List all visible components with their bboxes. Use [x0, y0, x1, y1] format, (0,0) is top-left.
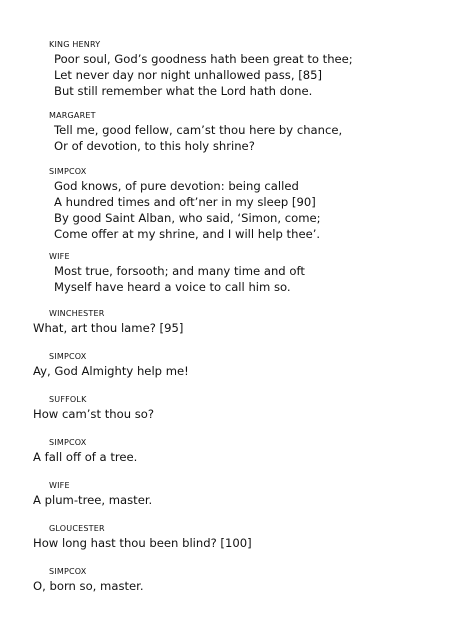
speaker-name: GLOUCESTER: [49, 524, 105, 533]
verse-line: Let never day nor night unhallowed pass, [85]: [54, 68, 323, 82]
speaker-name: MARGARET: [49, 111, 96, 120]
verse-line: Myself have heard a voice to call him so.: [54, 280, 291, 294]
verse-line: Tell me, good fellow, cam’st thou here by chance,: [54, 123, 343, 137]
prose-line: What, art thou lame? [95]: [33, 321, 184, 335]
verse-line: Poor soul, God’s goodness hath been great to thee;: [54, 52, 353, 66]
verse-line: But still remember what the Lord hath done.: [54, 84, 313, 98]
prose-line: O, born so, master.: [33, 579, 144, 593]
speaker-name: SIMPCOX: [49, 567, 87, 576]
speaker-name: SIMPCOX: [49, 352, 87, 361]
verse-line: Come offer at my shrine, and I will help thee’.: [54, 227, 321, 241]
prose-line: How cam’st thou so?: [33, 407, 155, 421]
verse-line: Or of devotion, to this holy shrine?: [54, 139, 255, 153]
verse-line: By good Saint Alban, who said, ‘Simon, come;: [54, 211, 321, 225]
speaker-name: WIFE: [49, 481, 70, 490]
verse-line: Most true, forsooth; and many time and oft: [54, 264, 305, 278]
speaker-name: SIMPCOX: [49, 438, 87, 447]
prose-line: A plum-tree, master.: [33, 493, 153, 507]
prose-line: How long hast thou been blind? [100]: [33, 536, 252, 550]
verse-line: A hundred times and oft’ner in my sleep [90]: [54, 195, 316, 209]
speaker-name: SIMPCOX: [49, 167, 87, 176]
prose-line: A fall off of a tree.: [33, 450, 138, 464]
speaker-name: SUFFOLK: [49, 395, 87, 404]
verse-line: God knows, of pure devotion: being called: [54, 179, 299, 193]
speaker-name: WINCHESTER: [49, 309, 105, 318]
speaker-name: WIFE: [49, 252, 70, 261]
prose-line: Ay, God Almighty help me!: [33, 364, 189, 378]
speaker-name: KING HENRY: [49, 40, 101, 49]
